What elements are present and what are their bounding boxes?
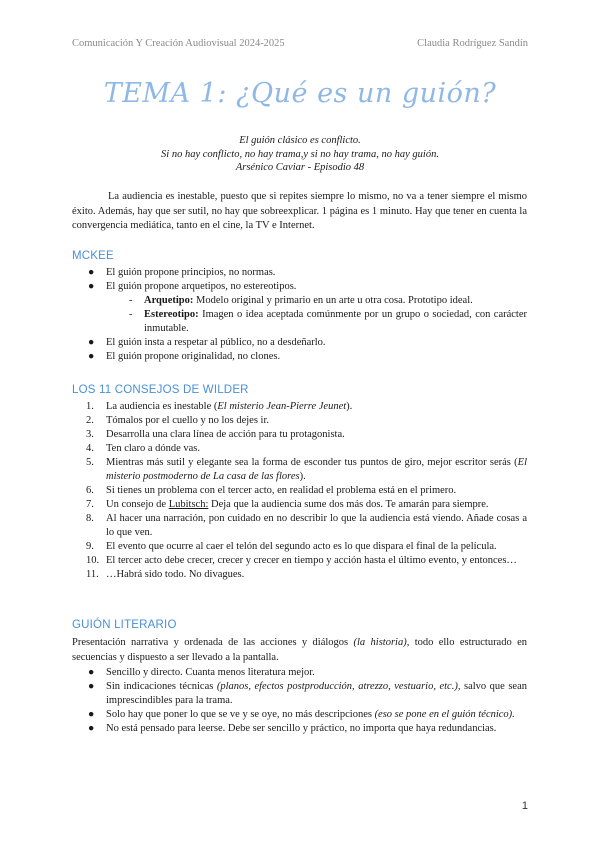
list-item: 10. El tercer acto debe crecer, crecer y crecer en tiempo y acción hasta el último evento, y entonces… (86, 555, 517, 566)
bullet-icon: ● (88, 709, 95, 720)
quote-line: Si no hay conflicto, no hay trama,y si no hay trama, no hay guión. (161, 148, 439, 160)
page-number: 1 (521, 800, 528, 812)
list-item: ● El guión propone arquetipos, no estereotipos. - Arquetipo: Modelo original y primario en un arte u otra cosa. Prototipo ideal. - Estereotipo: Imagen o idea aceptada comúnmente por un grupo o sociedad, con carácter inmutable. (72, 280, 527, 336)
mckee-sublist (72, 294, 527, 336)
bullet-icon: ● (88, 337, 95, 348)
list-item: 7. Un consejo de Lubitsch: Deja que la audiencia sume dos más dos. Te amarán para siempre. (86, 499, 489, 510)
list-item: ● El guión propone principios, no normas. (88, 267, 276, 278)
list-item: ● Sencillo y directo. Cuanta menos literatura mejor. (88, 667, 315, 678)
literario-list (72, 666, 527, 736)
list-item: ● El guión propone originalidad, no clones. (88, 351, 281, 362)
list-item: ● Sin indicaciones técnicas (planos, efectos postproducción, atrezzo, vestuario, etc.), salvo que sean imprescindibles para la trama. (88, 681, 527, 706)
literario-paragraph: Presentación narrativa y ordenada de las acciones y diálogos (la historia), todo ello estructurado en secuencias y dispuesto a ser llevado a la pantalla. (72, 637, 527, 663)
bullet-icon: ● (88, 723, 95, 734)
bullet-icon: ● (88, 667, 95, 678)
lubitsch-link[interactable]: Lubitsch: (168, 499, 209, 510)
bullet-icon: ● (88, 281, 95, 292)
quote-attribution: Arsénico Caviar - Episodio 48 (235, 162, 365, 173)
bullet-icon: ● (88, 681, 95, 692)
list-item: ● Solo hay que poner lo que se ve y se oye, no más descripciones (eso se pone en el guión técnico). (88, 709, 515, 720)
list-item: 9. El evento que ocurre al caer el telón del segundo acto es lo que dispara el final de la película. (86, 541, 497, 552)
list-item: 5. Mientras más sutil y elegante sea la forma de esconder tus puntos de giro, mejor escritor serás (El misterio postmoderno de La casa de las flores). (86, 457, 527, 482)
quote-line: El guión clásico es conflicto. (239, 135, 361, 146)
header-course: Comunicación Y Creación Audiovisual 2024-2025 (72, 38, 285, 49)
list-item: 6. Si tienes un problema con el tercer acto, en realidad el problema está en el primero. (86, 485, 457, 496)
section-heading-mckee: MCKEE (72, 250, 114, 262)
sub-item-estereotipo: - Estereotipo: Imagen o idea aceptada comúnmente por un grupo o sociedad, con carácter inmutable. (129, 309, 527, 334)
wilder-list (72, 400, 527, 582)
bullet-icon: ● (88, 267, 95, 278)
mckee-list (72, 266, 527, 364)
list-item: 1. La audiencia es inestable (El misterio Jean-Pierre Jeunet). (86, 401, 353, 412)
list-item: ● No está pensado para leerse. Debe ser sencillo y práctico, no importa que haya redundancias. (88, 723, 497, 734)
list-item: 8. Al hacer una narración, pon cuidado en no describir lo que la audiencia está viendo. Añade cosas a lo que ven. (86, 513, 527, 538)
sub-item-arquetipo: - Arquetipo: Modelo original y primario en un arte u otra cosa. Prototipo ideal. (129, 295, 473, 306)
bullet-icon: ● (88, 351, 95, 362)
list-item: ● El guión insta a respetar al público, no a desdeñarlo. (88, 337, 326, 348)
section-heading-literario: GUIÓN LITERARIO (72, 619, 177, 631)
list-item: 3. Desarrolla una clara línea de acción para tu protagonista. (86, 429, 345, 440)
list-item: 2. Tómalos por el cuello y no los dejes ir. (86, 415, 270, 426)
page-title: TEMA 1: ¿Qué es un guión? (103, 78, 497, 109)
page-header (72, 38, 528, 52)
list-item: 4. Ten claro a dónde vas. (86, 443, 201, 454)
intro-paragraph: La audiencia es inestable, puesto que si repites siempre lo mismo, no va a tener siempre el mismo éxito. Además, hay que ser sutil, no hay que sobreexplicar. 1 página es 1 minuto. Hay que tener en cuenta la convergencia mediática, tanto en el cine, la TV e Internet. (72, 191, 527, 231)
header-author: Claudia Rodríguez Sandín (417, 38, 528, 49)
epigraph-quote (0, 134, 600, 175)
list-item: 11. …Habrá sido todo. No divagues. (86, 569, 245, 580)
section-heading-wilder: LOS 11 CONSEJOS DE WILDER (72, 384, 249, 396)
